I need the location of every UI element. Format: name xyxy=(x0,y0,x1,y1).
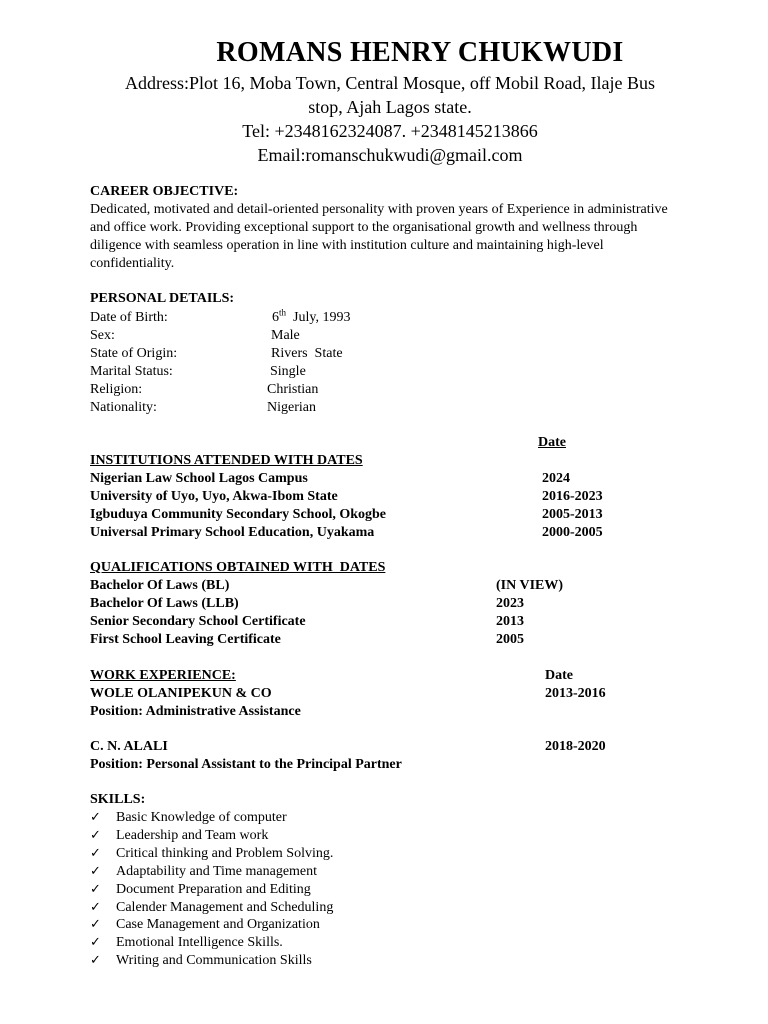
checkmark-icon: ✓ xyxy=(90,810,101,825)
candidate-name: ROMANS HENRY CHUKWUDI xyxy=(216,37,624,68)
dob-month-year: July, 1993 xyxy=(286,310,351,325)
checkmark-icon: ✓ xyxy=(90,900,101,915)
qualification-date: (IN VIEW) xyxy=(496,578,564,593)
state-of-origin-value: Rivers State xyxy=(271,346,343,361)
qualifications-heading: QUALIFICATIONS OBTAINED WITH DATES xyxy=(90,560,386,575)
skill-text: Critical thinking and Problem Solving. xyxy=(116,846,334,861)
institution-date: 2016-2023 xyxy=(542,489,603,504)
dob-label: Date of Birth: xyxy=(90,310,168,325)
job-date: 2013-2016 xyxy=(545,686,606,701)
checkmark-icon: ✓ xyxy=(90,953,101,968)
checkmark-icon: ✓ xyxy=(90,935,101,950)
skill-text: Leadership and Team work xyxy=(116,828,269,843)
email-line: Email:romanschukwudi@gmail.com xyxy=(257,145,523,165)
career-objective-text: Dedicated, motivated and detail-oriented personality with proven years of Experience in administrative and office work. Providing exceptional support to the organisational growth and wellness through diligence with seamless operation in line with institution culture and maintaining high-level confidentiality. xyxy=(90,202,668,271)
checkmark-icon: ✓ xyxy=(90,917,101,932)
qualification-name: Bachelor Of Laws (LLB) xyxy=(90,596,239,611)
job-employer: C. N. ALALI xyxy=(90,739,168,754)
skill-text: Calender Management and Scheduling xyxy=(116,900,334,915)
checkmark-icon: ✓ xyxy=(90,846,101,861)
personal-details-heading: PERSONAL DETAILS: xyxy=(90,291,235,306)
skill-text: Emotional Intelligence Skills. xyxy=(116,935,283,950)
institution-name: Universal Primary School Education, Uyakama xyxy=(90,525,375,540)
skill-text: Case Management and Organization xyxy=(116,917,320,932)
institution-date: 2024 xyxy=(542,471,570,486)
qualification-date: 2023 xyxy=(496,596,524,611)
dob-day: 6 xyxy=(272,310,279,325)
qualification-name: First School Leaving Certificate xyxy=(90,632,281,647)
qualification-name: Senior Secondary School Certificate xyxy=(90,614,306,629)
marital-status-label: Marital Status: xyxy=(90,364,173,379)
institution-name: Nigerian Law School Lagos Campus xyxy=(90,471,308,486)
checkmark-icon: ✓ xyxy=(90,882,101,897)
marital-status-value: Single xyxy=(270,364,306,379)
nationality-label: Nationality: xyxy=(90,400,157,415)
job-position: Position: Personal Assistant to the Principal Partner xyxy=(90,757,402,772)
work-experience-heading: WORK EXPERIENCE: xyxy=(90,668,236,683)
qualification-name: Bachelor Of Laws (BL) xyxy=(90,578,230,593)
institution-name: University of Uyo, Uyo, Akwa-Ibom State xyxy=(90,489,338,504)
skill-text: Basic Knowledge of computer xyxy=(116,810,287,825)
address-line-1: Address:Plot 16, Moba Town, Central Mosque, off Mobil Road, Ilaje Bus xyxy=(124,73,656,93)
job-position: Position: Administrative Assistance xyxy=(90,704,301,719)
work-date-header: Date xyxy=(545,668,573,683)
religion-label: Religion: xyxy=(90,382,143,397)
institutions-heading: INSTITUTIONS ATTENDED WITH DATES xyxy=(90,453,363,468)
institution-date: 2000-2005 xyxy=(542,525,603,540)
job-date: 2018-2020 xyxy=(545,739,606,754)
qualification-date: 2005 xyxy=(496,632,524,647)
dob-value xyxy=(272,309,350,327)
institutions-date-header: Date xyxy=(538,435,566,450)
sex-value: Male xyxy=(271,328,300,343)
institution-date: 2005-2013 xyxy=(542,507,603,522)
address-line-2: stop, Ajah Lagos state. xyxy=(308,97,472,117)
religion-value: Christian xyxy=(267,382,319,397)
skill-text: Adaptability and Time management xyxy=(116,864,318,879)
skills-heading: SKILLS: xyxy=(90,792,146,807)
nationality-value: Nigerian xyxy=(267,400,316,415)
skill-text: Document Preparation and Editing xyxy=(116,882,311,897)
checkmark-icon: ✓ xyxy=(90,828,101,843)
career-objective-heading: CAREER OBJECTIVE: xyxy=(90,184,239,199)
dob-suffix: th xyxy=(279,307,287,318)
checkmark-icon: ✓ xyxy=(90,864,101,879)
skill-text: Writing and Communication Skills xyxy=(116,953,312,968)
qualification-date: 2013 xyxy=(496,614,524,629)
telephone-line: Tel: +2348162324087. +2348145213866 xyxy=(242,121,538,141)
job-employer: WOLE OLANIPEKUN & CO xyxy=(90,686,272,701)
institution-name: Igbuduya Community Secondary School, Okogbe xyxy=(90,507,387,522)
sex-label: Sex: xyxy=(90,328,115,343)
state-of-origin-label: State of Origin: xyxy=(90,346,178,361)
